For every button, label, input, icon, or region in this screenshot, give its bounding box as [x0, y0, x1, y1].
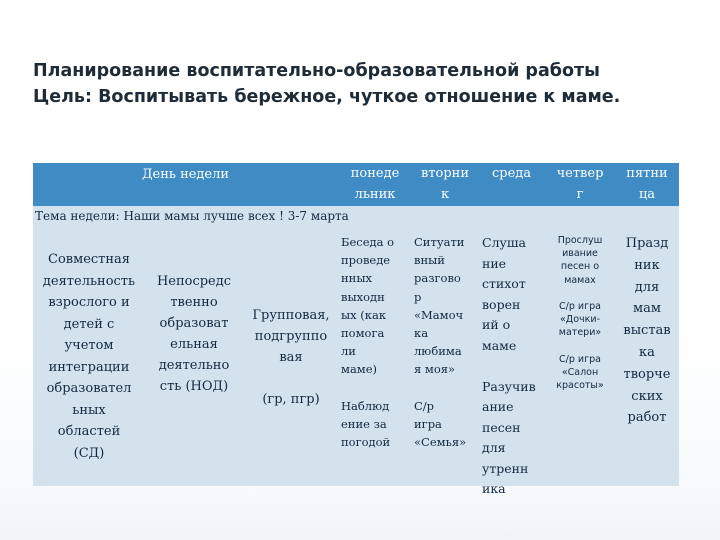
header-wednesday: среда [478, 163, 545, 206]
activity-type-cell: Совместная деятельность взрослого и детей с учетом интеграции образовател ьных областей (СД) [42, 252, 136, 461]
direct-education-cell: Непосредс твенно образоват ельная деятельно сть (НОД) [156, 274, 232, 394]
header-thursday: четвер г [545, 163, 615, 206]
theme-row: Тема недели: Наши мамы лучше всех ! 3-7 марта [33, 206, 679, 227]
header-day-label [33, 163, 338, 206]
tuesday-activities: Ситуати вный разгово р «Мамоч ка любима я моя» С/р игра «Семья» [414, 235, 467, 450]
header-day-label-text: День недели [141, 167, 230, 182]
header-friday: пятни ца [615, 163, 679, 206]
title-line-2: Цель: Воспитывать бережное, чуткое отношение к маме. [33, 87, 621, 107]
title-line-1: Планирование воспитательно-образовательной работы [33, 61, 600, 81]
monday-activities: Беседа о проведе нных выходн ых (как помога ли маме) Наблюд ение за погодой [341, 235, 395, 450]
friday-activities: Празд ник для мам выстав ка творче ских работ [623, 236, 671, 426]
header-monday: понеде льник [338, 163, 412, 206]
decorative-bottom-band [0, 500, 720, 540]
group-work-cell: Групповая, подгруппо вая (гр, пгр) [252, 308, 330, 407]
planning-table [33, 163, 679, 496]
thursday-activities: Прослуш ивание песен о мамах С/р игра «Дочки- матери» С/р игра «Салон красоты» [556, 235, 604, 392]
header-tuesday: вторни к [412, 163, 478, 206]
wednesday-activities: Слуша ние стихот ворен ий о маме Разучив ание песен для утренн ика [482, 235, 536, 496]
slide-title [33, 58, 693, 110]
